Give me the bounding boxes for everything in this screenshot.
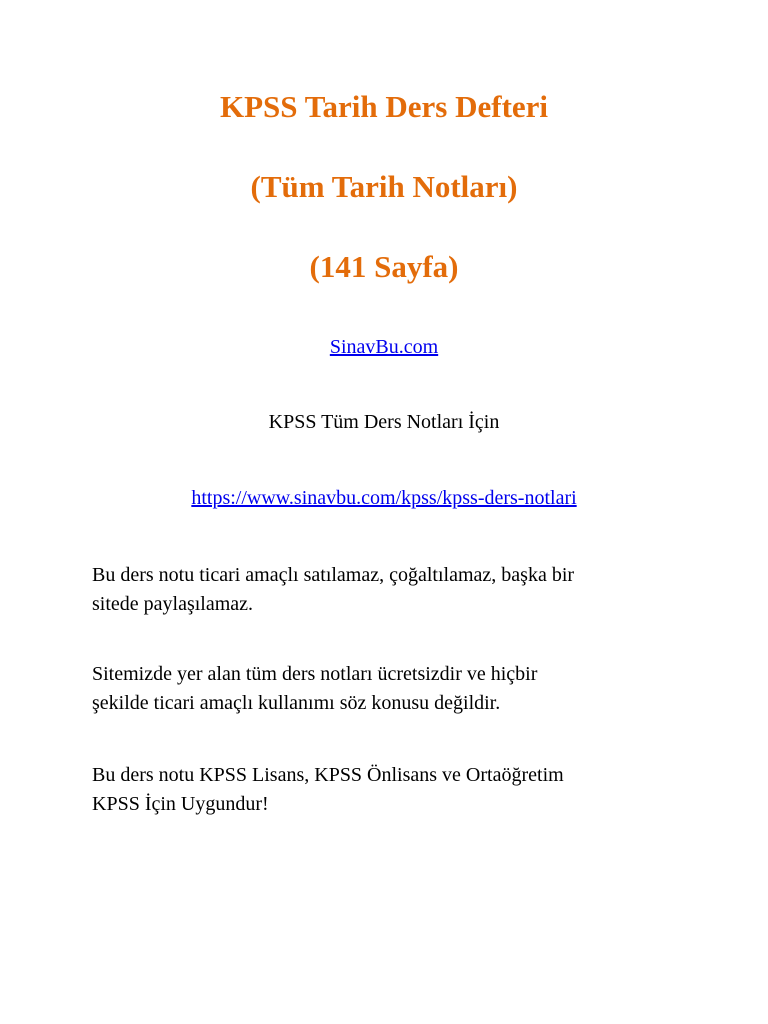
paragraph-line: şekilde ticari amaçlı kullanımı söz konusu değildir. [92, 692, 501, 714]
paragraph-line: Bu ders notu KPSS Lisans, KPSS Önlisans ve Ortaöğretim [92, 764, 564, 786]
suitability-paragraph [92, 761, 692, 819]
site-link[interactable]: SinavBu.com [329, 336, 439, 358]
document-subtitle: (Tüm Tarih Notları) [250, 169, 518, 204]
notes-url-link[interactable]: https://www.sinavbu.com/kpss/kpss-ders-notlari [191, 487, 577, 509]
site-link-line [0, 335, 768, 359]
page-count-title: (141 Sayfa) [309, 249, 459, 284]
document-title: KPSS Tarih Ders Defteri [219, 89, 549, 124]
free-notice-paragraph [92, 660, 692, 718]
notes-url-line [0, 486, 768, 510]
paragraph-line: KPSS İçin Uygundur! [92, 793, 269, 815]
copyright-paragraph [92, 561, 692, 619]
all-notes-label: KPSS Tüm Ders Notları İçin [268, 411, 500, 433]
paragraph-line: Bu ders notu ticari amaçlı satılamaz, çoğaltılamaz, başka bir [92, 564, 575, 586]
paragraph-line: sitede paylaşılamaz. [92, 593, 254, 615]
paragraph-line: Sitemizde yer alan tüm ders notları ücretsizdir ve hiçbir [92, 663, 538, 685]
